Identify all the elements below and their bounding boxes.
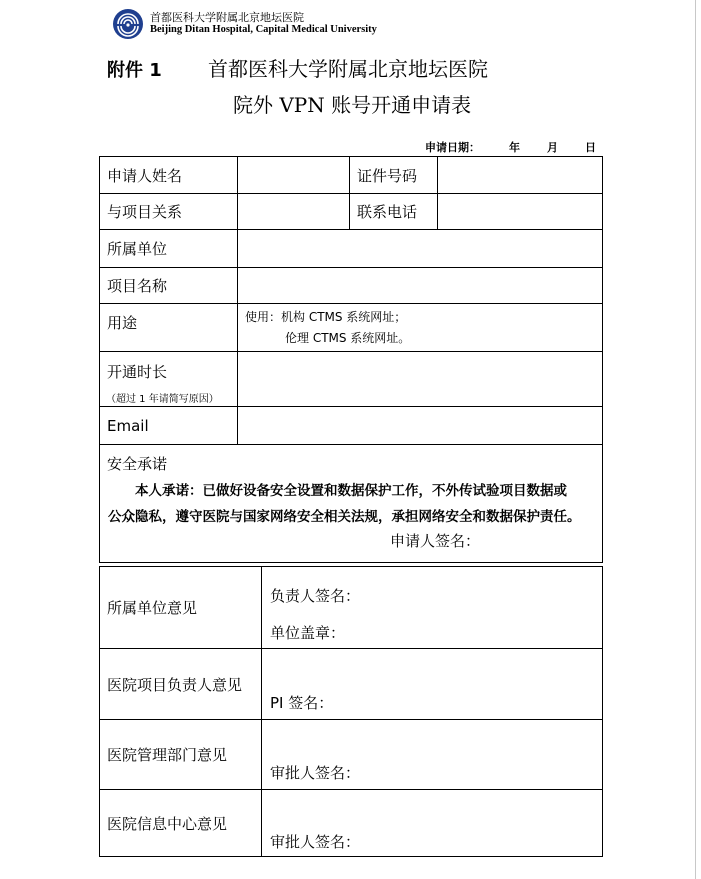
duration-label: 开通时长 xyxy=(107,363,168,381)
phone-label: 联系电话 xyxy=(350,194,438,230)
project-relation-label: 与项目关系 xyxy=(100,194,238,230)
purpose-field[interactable] xyxy=(238,304,603,352)
commitment-line-2: 公众隐私，遵守医院与国家网络安全相关法规，承担网络安全和数据保护责任。 xyxy=(108,509,581,525)
unit-label: 所属单位 xyxy=(100,230,238,268)
title-line-1: 首都医科大学附属北京地坛医院 xyxy=(208,57,488,81)
pi-sign-label: PI 签名： xyxy=(270,694,334,712)
duration-field[interactable] xyxy=(238,352,603,407)
commitment-line-1: 本人承诺：已做好设备安全设置和数据保护工作，不外传试验项目数据或 xyxy=(135,483,567,499)
security-label: 安全承诺 xyxy=(107,455,168,473)
security-commitment-cell xyxy=(100,445,603,563)
project-name-field[interactable] xyxy=(238,268,603,304)
title-line-2: 院外 VPN 账号开通申请表 xyxy=(233,93,472,117)
date-month: 月 xyxy=(547,141,558,154)
duration-note: （超过 1 年请简写原因） xyxy=(106,394,219,405)
id-number-label: 证件号码 xyxy=(350,157,438,194)
id-number-field[interactable] xyxy=(438,157,603,194)
unit-seal-label: 单位盖章： xyxy=(270,624,346,642)
date-year: 年 xyxy=(509,141,520,154)
opinions-table xyxy=(99,566,603,857)
unit-opinion-field[interactable] xyxy=(262,567,603,649)
it-opinion-field[interactable] xyxy=(262,790,603,857)
leader-sign-label: 负责人签名： xyxy=(270,587,361,605)
duration-cell xyxy=(100,352,238,407)
pi-opinion-field[interactable] xyxy=(262,649,603,720)
applicant-signature-label: 申请人签名： xyxy=(390,532,481,550)
purpose-line-2: 伦理 CTMS 系统网址。 xyxy=(285,331,411,345)
mgmt-opinion-label: 医院管理部门意见 xyxy=(100,720,262,790)
mgmt-opinion-field[interactable] xyxy=(262,720,603,790)
applicant-name-field[interactable] xyxy=(238,157,350,194)
unit-field[interactable] xyxy=(238,230,603,268)
it-opinion-label: 医院信息中心意见 xyxy=(100,790,262,857)
applicant-name-label: 申请人姓名 xyxy=(100,157,238,194)
email-label: Email xyxy=(100,407,238,445)
date-day: 日 xyxy=(585,141,596,154)
date-label: 申请日期： xyxy=(425,141,480,154)
project-name-label: 项目名称 xyxy=(100,268,238,304)
phone-field[interactable] xyxy=(438,194,603,230)
it-sign-label: 审批人签名： xyxy=(270,833,361,851)
ditan-hospital-logo-icon xyxy=(112,8,144,40)
project-relation-field[interactable] xyxy=(238,194,350,230)
purpose-label: 用途 xyxy=(100,304,238,352)
page-edge-line xyxy=(695,0,696,879)
mgmt-sign-label: 审批人签名： xyxy=(270,764,361,782)
annex-label: 附件 1 xyxy=(107,60,162,81)
application-form-table xyxy=(99,156,603,563)
unit-opinion-label: 所属单位意见 xyxy=(100,567,262,649)
email-field[interactable] xyxy=(238,407,603,445)
purpose-line-1: 使用：机构 CTMS 系统网址； xyxy=(245,310,407,324)
hospital-name-en: Beijing Ditan Hospital, Capital Medical University xyxy=(150,24,377,35)
hospital-name-cn: 首都医科大学附属北京地坛医院 xyxy=(150,11,304,24)
pi-opinion-label: 医院项目负责人意见 xyxy=(100,649,262,720)
